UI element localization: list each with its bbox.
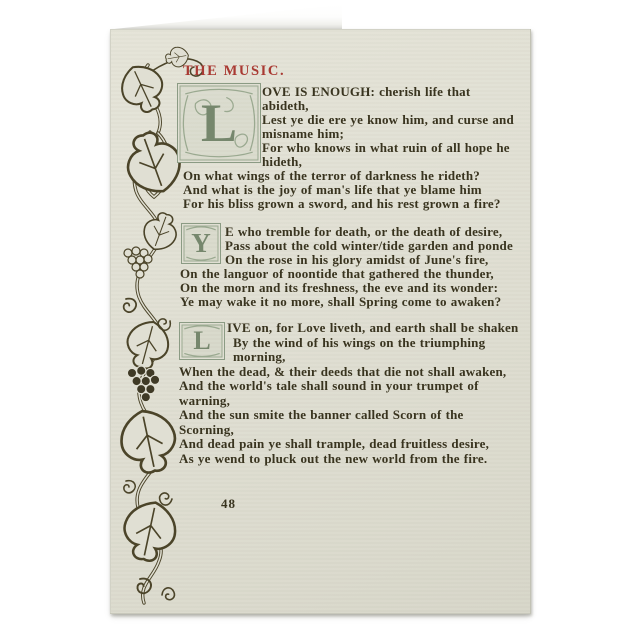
poem-line: abideth,: [262, 98, 309, 113]
vine-leaf-icon: [119, 497, 181, 565]
poem-line: Ye may wake it no more, shall Spring come to awaken?: [180, 294, 502, 309]
poem-stanza-3: [179, 321, 531, 466]
initial-letter: Y: [191, 228, 211, 258]
poem-line: morning,: [233, 349, 286, 364]
page-title: THE MUSIC.: [183, 63, 286, 79]
poem-line: For who knows in what ruin of all hope he: [262, 140, 510, 155]
poem-line: Lest ye die ere ye know him, and curse and: [262, 112, 514, 127]
poem-line: When the dead, & their deeds that die not shall awaken,: [179, 363, 507, 379]
poem-line: And the world's tale shall sound in your trumpet of: [179, 378, 479, 393]
vine-spiral-icon: [124, 481, 135, 493]
poem-line: Scorning,: [179, 421, 234, 437]
decorated-initial-L: [179, 322, 225, 360]
vine-leaf-icon: [114, 59, 171, 119]
vine-spiral-icon: [161, 586, 176, 601]
poem-line: IVE on, for Love liveth, and earth shall be shaken: [227, 320, 519, 335]
poem-line: By the wind of his wings on the triumphing: [233, 334, 486, 350]
page-number: 48: [221, 496, 236, 511]
decorated-initial-Y: [181, 223, 221, 264]
poem-line: E who tremble for death, or the death of desire,: [225, 224, 503, 239]
vine-leaf-icon: [116, 406, 181, 477]
poem-line: As ye wend to pluck out the new world from the fire.: [179, 450, 488, 466]
card-back-fold-edge: [110, 4, 342, 30]
poem-line: On what wings of the terror of darkness he rideth?: [183, 168, 480, 183]
poem-line: And what is the joy of man's life that ye blame him: [183, 182, 482, 197]
poem-stanza-2: [180, 225, 531, 309]
grape-cluster-icon: [124, 247, 152, 278]
vine-leaf-icon: [122, 317, 174, 373]
grape-cluster-icon: [127, 366, 159, 402]
poem-line: And the sun smite the banner called Scorn of the: [179, 407, 464, 422]
poem-line: On the languor of noontide that gathered the thunder,: [180, 266, 494, 281]
vine-leaf-icon: [139, 209, 182, 255]
vine-spiral-icon: [158, 319, 170, 330]
poem-line: misname him;: [262, 126, 345, 141]
poem-line: warning,: [179, 392, 231, 408]
poem-line: hideth,: [262, 154, 303, 169]
initial-letter: L: [193, 326, 211, 355]
poem-line: OVE IS ENOUGH: cherish life that: [262, 84, 471, 99]
card-front-page: [110, 29, 531, 614]
poem-line: Pass about the cold winter/tide garden and ponde: [225, 238, 513, 253]
poem-line: On the rose in his glory amidst of June's fire,: [225, 252, 489, 267]
decorated-initial-L: [177, 83, 261, 163]
vine-spiral-icon: [124, 299, 136, 312]
initial-letter: L: [200, 93, 238, 153]
poem-line: On the morn and its freshness, the eve and its wonder:: [180, 280, 499, 295]
poem-line: And dead pain ye shall trample, dead fruitless desire,: [179, 436, 490, 451]
poem-line: For his bliss grown a sword, and his rest grown a fire?: [183, 196, 501, 211]
